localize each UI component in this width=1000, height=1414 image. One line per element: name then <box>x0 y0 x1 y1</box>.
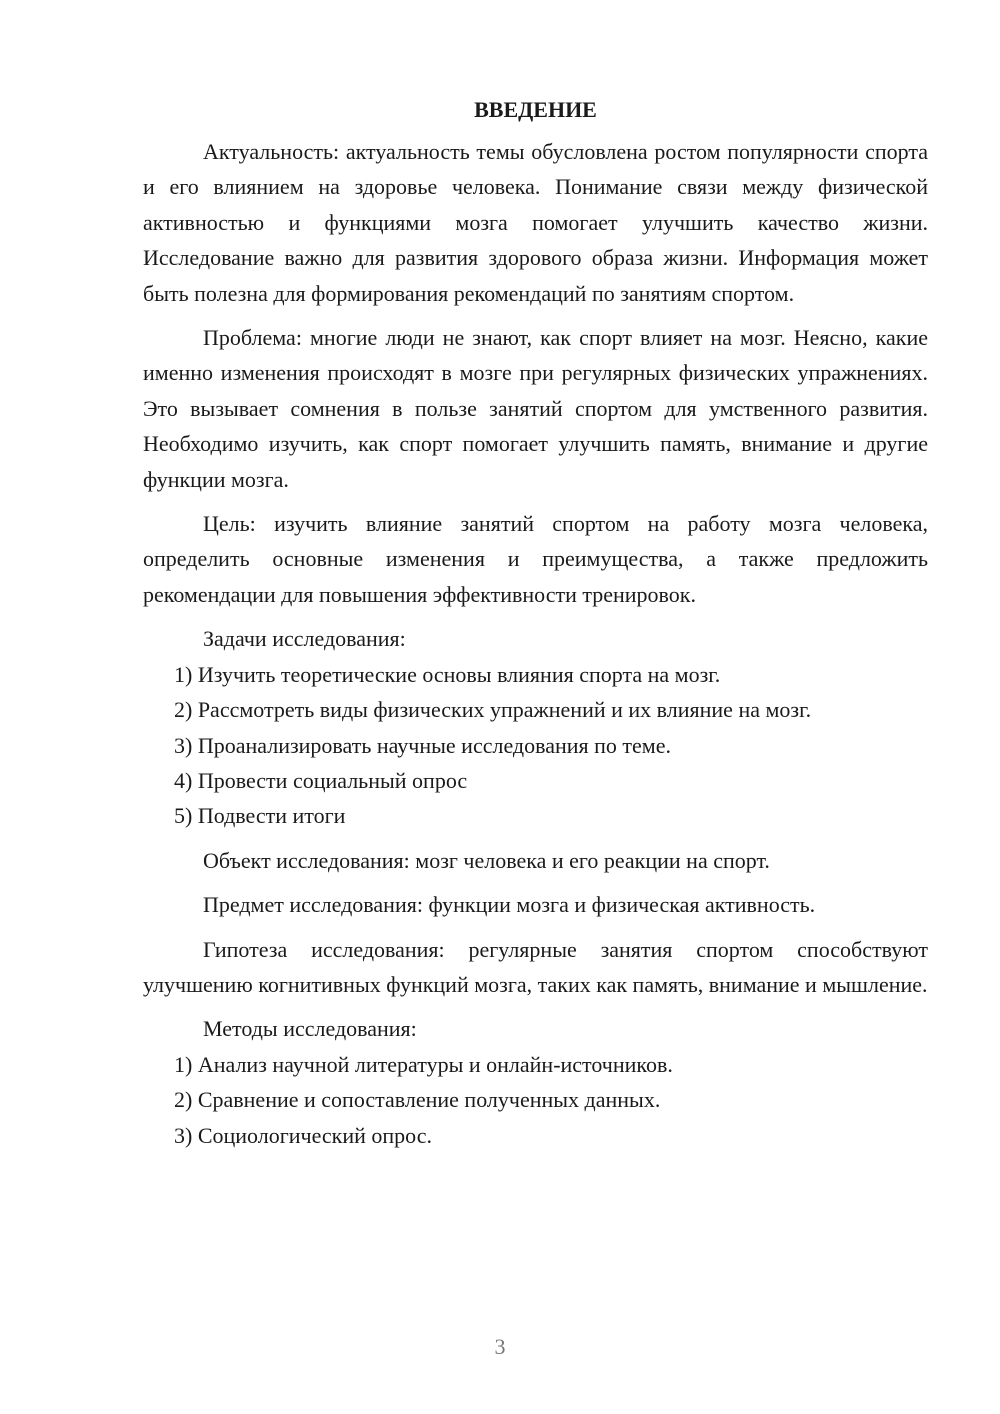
page-number: 3 <box>494 1334 506 1359</box>
relevance-paragraph: Актуальность: актуальность темы обусловлена ростом популярности спорта и его влиянием на здоровье человека. Понимание связи между физической активностью и функциями мозга помогает улучшить качество жизни. Исследование важно для развития здорового образа жизни. Информация может быть полезна для формирования рекомендаций по занятиям спортом. <box>143 139 928 306</box>
method-item-3: 3) Социологический опрос. <box>174 1122 432 1148</box>
task-item-3: 3) Проанализировать научные исследования по теме. <box>174 732 671 758</box>
task-item-2: 2) Рассмотреть виды физических упражнений и их влияние на мозг. <box>174 697 812 723</box>
method-item-2: 2) Сравнение и сопоставление полученных данных. <box>174 1087 661 1113</box>
task-item-5: 5) Подвести итоги <box>174 803 346 829</box>
goal-paragraph: Цель: изучить влияние занятий спортом на работу мозга человека, определить основные изменения и преимущества, а также предложить рекомендации для повышения эффективности тренировок. <box>143 511 928 607</box>
method-item-1: 1) Анализ научной литературы и онлайн-источников. <box>174 1051 673 1077</box>
subject-paragraph: Предмет исследования: функции мозга и физическая активность. <box>203 892 816 918</box>
document-page <box>143 94 928 1153</box>
tasks-heading: Задачи исследования: <box>203 626 406 652</box>
task-item-4: 4) Провести социальный опрос <box>174 767 468 793</box>
object-paragraph: Объект исследования: мозг человека и его реакции на спорт. <box>203 847 770 873</box>
hypothesis-paragraph: Гипотеза исследования: регулярные занятия спортом способствуют улучшению когнитивных функций мозга, таких как память, внимание и мышление. <box>143 936 928 997</box>
methods-heading: Методы исследования: <box>203 1016 417 1042</box>
task-item-1: 1) Изучить теоретические основы влияния спорта на мозг. <box>174 661 721 687</box>
section-title: ВВЕДЕНИЕ <box>474 97 597 122</box>
problem-paragraph: Проблема: многие люди не знают, как спорт влияет на мозг. Неясно, какие именно изменения происходят в мозге при регулярных физических упражнениях. Это вызывает сомнения в пользе занятий спортом для умственного развития. Необходимо изучить, как спорт помогает улучшить память, внимание и другие функции мозга. <box>143 325 928 492</box>
